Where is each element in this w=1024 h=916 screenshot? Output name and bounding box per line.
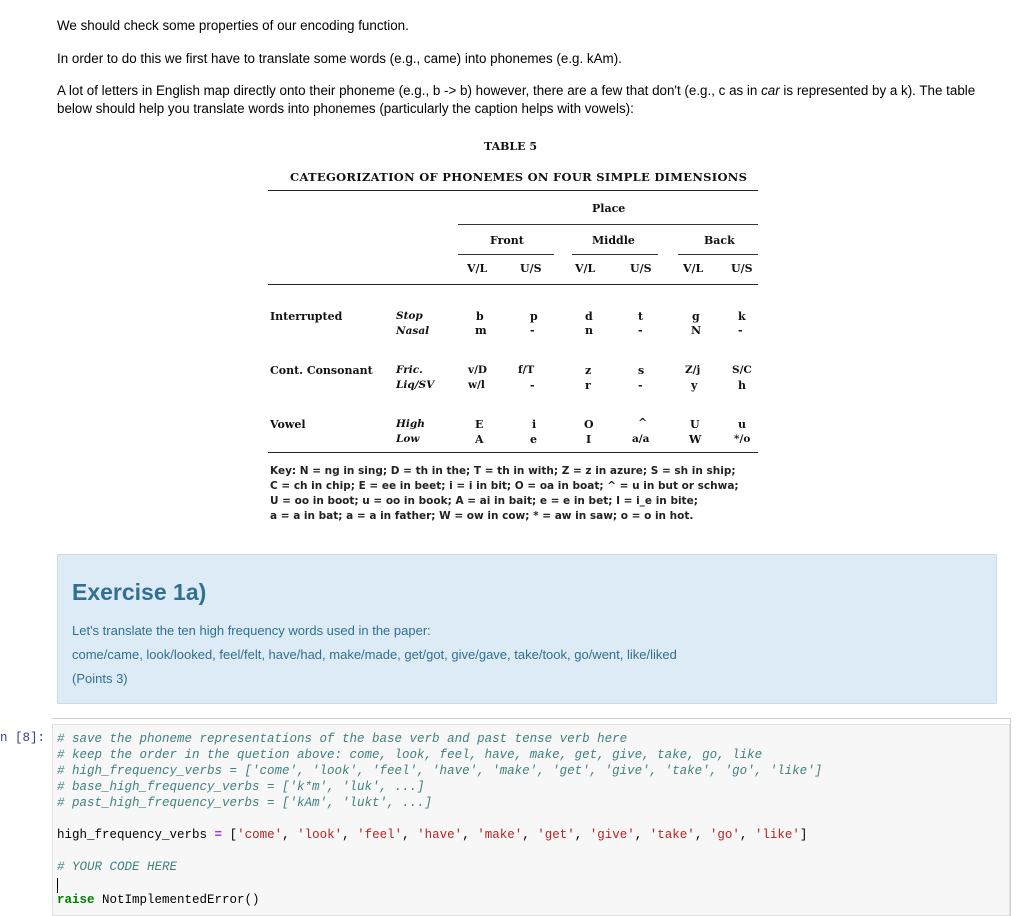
subhead-front-us: U/S: [520, 262, 542, 275]
row-category: Cont. Consonant: [270, 364, 373, 377]
code-string: 'have': [417, 828, 463, 842]
code-string: 'get': [537, 828, 575, 842]
table-cell: S/C: [732, 364, 752, 376]
code-string: 'give': [589, 828, 635, 842]
table-cell: a/a: [632, 433, 650, 445]
code-operator: =: [214, 828, 223, 842]
table-cell: O: [584, 418, 594, 431]
table-cell: h: [738, 379, 746, 392]
table-cell: -: [738, 324, 743, 337]
code-string: 'go': [709, 828, 740, 842]
code-comment: # keep the order in the quetion above: come, look, feel, have, make, get, give, take, go, like: [57, 748, 763, 762]
exercise-instructions: Let's translate the ten high frequency words used in the paper:: [72, 623, 431, 638]
code-comment: # base_high_frequency_verbs = ['k*m', 'luk', ...]: [57, 780, 425, 794]
table-title: CATEGORIZATION OF PHONEMES ON FOUR SIMPLE DIMENSIONS: [290, 170, 748, 184]
table-cell: b: [476, 310, 484, 323]
intro-paragraph-3: A lot of letters in English map directly onto their phoneme (e.g., b -> b) however, there are a few that don't (e.g., c as in car is represented by a k). The table below should help you translate words into phonemes (particularly the caption helps with vowels):: [57, 83, 976, 116]
row-sub: Fric.: [396, 364, 423, 376]
table-label: TABLE 5: [484, 140, 538, 153]
phoneme-table-image: [262, 138, 762, 530]
code-variable: high_frequency_verbs: [57, 828, 208, 842]
table-cell: -: [530, 324, 535, 337]
row-category: Vowel: [270, 418, 306, 431]
table-cell: -: [638, 379, 643, 392]
table-cell: -: [638, 324, 643, 337]
table-cell: u: [738, 418, 746, 431]
table-cell: z: [585, 364, 592, 377]
table-cell: */o: [734, 433, 751, 445]
table-cell: ^: [638, 416, 648, 429]
text-cursor: [57, 878, 58, 893]
table-cell: d: [585, 310, 593, 323]
code-string: 'feel': [357, 828, 403, 842]
row-sub: Low: [396, 433, 420, 445]
table-cell: y: [691, 379, 698, 392]
table-cell: i: [532, 418, 537, 431]
subhead-front-vl: V/L: [467, 262, 488, 275]
exercise-points: (Points 3): [72, 671, 128, 686]
group-middle: Middle: [592, 234, 635, 247]
key-line: U = oo in boot; u = oo in book; A = ai in bait; e = e in bet; I = i_e in bite;: [270, 495, 698, 507]
table-cell: s: [638, 364, 645, 377]
code-string: 'make': [477, 828, 523, 842]
code-string: 'take': [649, 828, 695, 842]
key-line: a = a in bat; a = a in father; W = ow in cow; * = aw in saw; o = o in hot.: [270, 510, 694, 522]
intro-paragraph-2: In order to do this we first have to translate some words (e.g., came) into phonemes (e.g. kAm).: [57, 51, 622, 66]
table-key: [270, 464, 758, 524]
code-string: 'look': [297, 828, 343, 842]
group-back: Back: [704, 234, 735, 247]
table-cell: -: [530, 379, 535, 392]
table-cell: k: [738, 310, 746, 323]
exercise-title: Exercise 1a): [72, 579, 207, 605]
intro-paragraph-1: We should check some properties of our encoding function.: [57, 18, 409, 33]
exercise-alert-box: [57, 554, 997, 704]
table-cell: n: [585, 324, 593, 337]
table-cell: W: [689, 433, 702, 446]
table-cell: e: [530, 433, 537, 446]
table-place-header: Place: [592, 202, 626, 215]
group-front: Front: [490, 234, 524, 247]
table-cell: U: [690, 418, 700, 431]
code-string: 'come': [237, 828, 283, 842]
table-cell: v/D: [468, 364, 488, 376]
table-cell: Z/j: [685, 364, 701, 376]
code-comment: # YOUR CODE HERE: [57, 860, 178, 874]
table-cell: p: [530, 310, 538, 323]
code-string: 'like': [754, 828, 800, 842]
code-comment: # save the phoneme representations of the base verb and past tense verb here: [57, 732, 628, 746]
key-line: Key: N = ng in sing; D = th in the; T = th in with; Z = z in azure; S = sh in ship;: [270, 465, 736, 477]
table-cell: g: [692, 310, 700, 323]
table-cell: A: [475, 433, 484, 446]
table-cell: f/T: [518, 364, 535, 376]
code-comment: # high_frequency_verbs = ['come', 'look', 'feel', 'have', 'make', 'get', 'give', 'take', 'go', 'like']: [57, 764, 823, 778]
row-sub: Nasal: [396, 325, 430, 337]
table-cell: w/l: [468, 379, 485, 391]
subhead-back-vl: V/L: [683, 262, 704, 275]
table-cell: t: [638, 310, 644, 323]
row-sub: Stop: [396, 310, 423, 322]
table-cell: m: [475, 324, 487, 337]
code-assignment-line: high_frequency_verbs = ['come', 'look', 'feel', 'have', 'make', 'get', 'give', 'take', 'go', 'like']: [57, 828, 808, 842]
exercise-word-list: come/came, look/looked, feel/felt, have/had, make/made, get/got, give/gave, take/took, go/went, like/liked: [72, 647, 677, 662]
table-cell: E: [475, 418, 484, 431]
subhead-back-us: U/S: [731, 262, 753, 275]
row-sub: High: [396, 418, 425, 430]
subhead-middle-vl: V/L: [575, 262, 596, 275]
row-sub: Liq/SV: [396, 379, 435, 391]
table-cell: I: [586, 433, 592, 446]
code-comment: # past_high_frequency_verbs = ['kAm', 'lukt', ...]: [57, 796, 433, 810]
key-line: C = ch in chip; E = ee in beet; i = i in bit; O = oa in boat; ^ = u in but or schwa;: [270, 480, 739, 492]
table-cell: r: [585, 379, 591, 392]
code-raise-line: [57, 892, 260, 908]
cell-input-prompt: n [8]:: [0, 731, 46, 745]
code-keyword: raise: [57, 893, 95, 907]
table-cell: N: [691, 324, 702, 337]
row-category: Interrupted: [270, 310, 343, 323]
subhead-middle-us: U/S: [630, 262, 652, 275]
code-exception: NotImplementedError(): [94, 893, 260, 907]
